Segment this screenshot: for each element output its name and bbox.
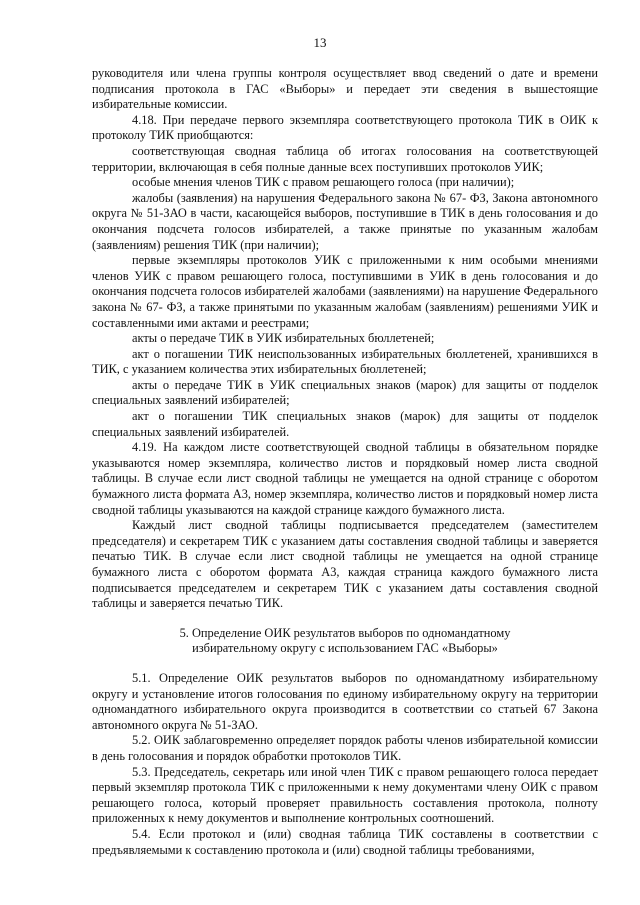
paragraph-signing: Каждый лист сводной таблицы подписывается председателем (заместителем председателя) и секретарем ТИК с указанием даты составления сводной таблицы и заверяется печатью ТИК. В случае если лист сводной таблицы не умещается на одной странице бумажного листа с оборотом формата А3, каждая страница каждого бумажного листа подписывается председателем и секретарем ТИК с указанием даты составления сводной таблицы и заверяется печатью ТИК. [92, 518, 598, 611]
paragraph-marks-transfer-acts: акты о передаче ТИК в УИК специальных знаков (марок) для защиты от подделок специальных заявлений избирателей; [92, 377, 598, 408]
paragraph-uik-protocols: первые экземпляры протоколов УИК с приложенными к ним особыми мнениями членов УИК с правом решающего голоса, поступившими в УИК в день голосования и до окончания подсчета голосов избирателей жалобами (заявлениями) на нарушение Федерального закона № 67- ФЗ, а также принятыми по указанным жалобам (заявлениям) решениями УИК и составленными ими актами и реестрами; [92, 253, 598, 330]
paragraph-5-4: 5.4. Если протокол и (или) сводная таблица ТИК составлены в соответствии с предъявляемыми к составлению протокола и (или) сводной таблицы требованиями, [92, 826, 598, 857]
paragraph-continuation: руководителя или члена группы контроля осуществляет ввод сведений о дате и времени подписания протокола в ГАС «Выборы» и передает эти сведения в вышестоящие избирательные комиссии. [92, 66, 598, 112]
paragraph-5-2: 5.2. ОИК заблаговременно определяет порядок работы членов избирательной комиссии в день голосования и порядок обработки протоколов ТИК. [92, 733, 598, 763]
paragraph-5-3: 5.3. Председатель, секретарь или иной член ТИК с правом решающего голоса передает первый экземпляр протокола ТИК с приложенными к нему документами члену ОИК с правом решающего голоса, который проверяет правильность составления протокола, полноту приложенных к нему документов и выполнение контрольных соотношений. [92, 764, 598, 826]
paragraph-special-opinions: особые мнения членов ТИК с правом решающего голоса (при наличии); [132, 175, 515, 190]
page-number: 13 [313, 35, 327, 50]
paragraph-4-19: 4.19. На каждом листе соответствующей сводной таблицы в обязательном порядке указываются номер экземпляра, количество листов и порядковый номер листа сводной таблицы. В случае если лист сводной таблицы не умещается на одной странице с оборотом бумажного листа формата А3, номер экземпляра, количество листов и порядковый номер листа сводной таблицы указываются на каждой странице каждого бумажного листа. [92, 440, 598, 517]
section-heading-line-1: 5. Определение ОИК результатов выборов по одномандатному [179, 625, 511, 640]
paragraph-4-18: 4.18. При передаче первого экземпляра соответствующего протокола ТИК в ОИК к протоколу ТИК приобщаются: [92, 112, 598, 143]
paragraph-ballot-cancellation-act: акт о погашении ТИК неиспользованных избирательных бюллетеней, хранившихся в ТИК, с указанием количества этих избирательных бюллетеней; [92, 346, 598, 377]
scan-mark [232, 856, 238, 857]
paragraph-marks-cancellation-act: акт о погашении ТИК специальных знаков (марок) для защиты от подделок специальных заявлений избирателей. [92, 409, 598, 439]
section-heading-line-2: избирательному округу с использованием ГАС «Выборы» [192, 641, 498, 656]
document-body [92, 66, 598, 858]
paragraph-5-1: 5.1. Определение ОИК результатов выборов по одномандатному избирательному округу и установление итогов голосования по единому избирательному округу на территории одномандатного избирательного округа производится в соответствии со статьей 67 Закона автономного округа № 51-ЗАО. [92, 670, 598, 732]
paragraph-complaints: жалобы (заявления) на нарушения Федерального закона № 67- ФЗ, Закона автономного округа № 51-ЗАО в части, касающейся выборов, поступившие в ТИК в день голосования и до окончания подсчета голосов избирателей, а также принятые по указанным жалобам (заявлениям) решения ТИК (при наличии); [92, 190, 598, 252]
paragraph-summary-table: соответствующая сводная таблица об итогах голосования на соответствующей территории, включающая в себя полные данные всех поступивших протоколов УИК; [92, 143, 598, 174]
paragraph-ballot-transfer-acts: акты о передаче ТИК в УИК избирательных бюллетеней; [132, 331, 435, 346]
